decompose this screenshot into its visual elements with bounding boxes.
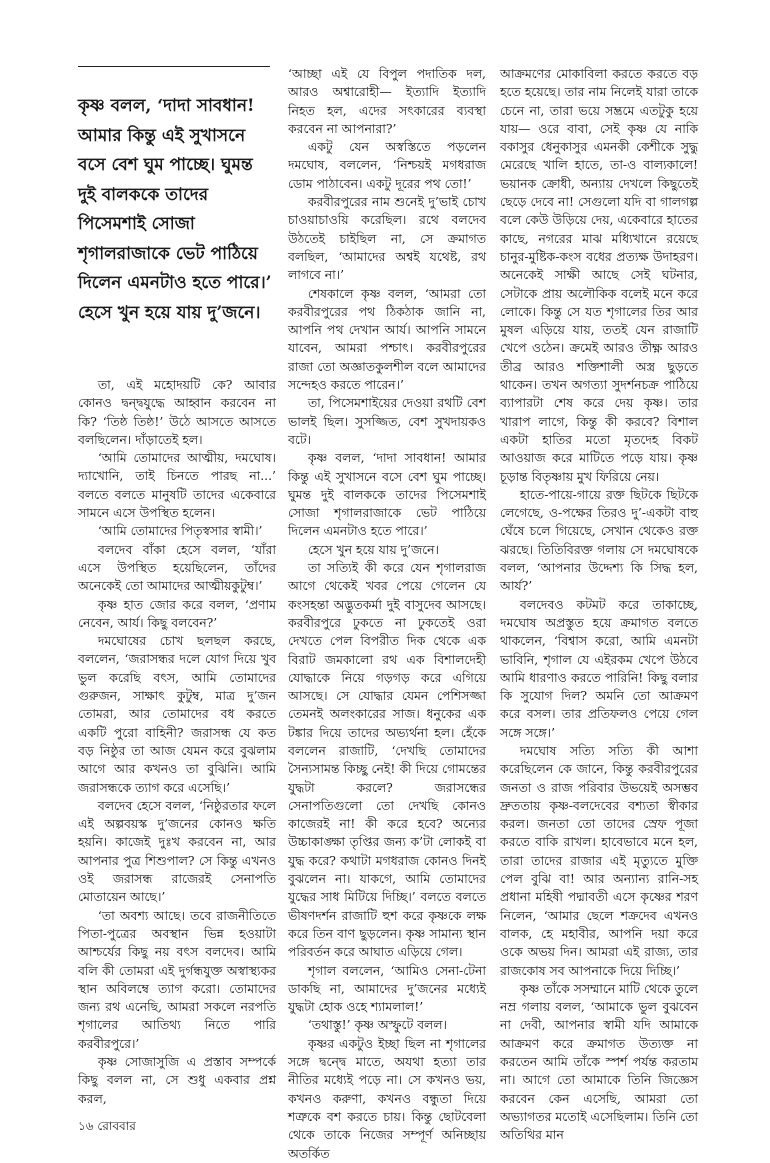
- paragraph: করবীরপুরের নাম শুনেই দু’ভাই চোখ চাওয়াচাওয়ি করেছিল। রথে বলদেব উঠতেই চাইছিল না, সে ক্রমাগত বলছিল, ‘আমাদের অশ্বই যথেষ্ট, রথ লাগবে না।’: [288, 194, 486, 283]
- paragraph: একটু যেন অস্বস্তিতে পড়লেন দমঘোষ, বললেন, ‘নিশ্চয়ই মগধরাজ ডোম পাঠাবেন। একটু দূরের পথ তো!’: [288, 139, 486, 191]
- paragraph: শৃগাল বললেন, ‘আমিও সেনা-টেনা ডাকছি না, আমাদের দু’জনের মধ্যেই যুদ্ধটা হোক ওহে শ্যামলাল!’: [288, 962, 486, 1015]
- pull-quote: কৃষ্ণ বলল, ‘দাদা সাবধান! আমার কিন্তু এই সুখাসনে বসে বেশ ঘুম পাচ্ছে। ঘুমন্ত দুই বালককে তাদের পিসেমশাই সোজা শৃগালরাজাকে ভেট পাঠিয়ে দিলেন এমনটাও হতে পারে।’ হেসে খুন হয়ে যায় দু’জনে।: [78, 96, 272, 323]
- paragraph: শেষকালে কৃষ্ণ বলল, ‘আমরা তো করবীরপুরের পথ ঠিকঠাক জানি না, আপনি পথ দেখান আর্য। আপনি সামনে যাবেন, আমরা পশ্চাৎ। করবীরপুরের রাজা তো অজ্ঞাতকুলশীল বলে আমাদের সন্দেহও করতে পারেন।’: [288, 285, 486, 393]
- left-column: [78, 66, 276, 1134]
- paragraph: কৃষ্ণ বলল, ‘দাদা সাবধান! আমার কিন্তু এই সুখাসনে বসে বেশ ঘুম পাচ্ছে। ঘুমন্ত দুই বালককে তাদের পিসেমশাই সোজা শৃগালরাজাকে ভেট পাঠিয়ে দিলেন এমনটাও হতে পারে।’: [288, 450, 486, 539]
- text-column-1: [78, 376, 276, 1108]
- paragraph: তা, এই মহোদয়টি কে? আবার কোনও দ্বন্দ্বযুদ্ধে আহ্বান করবেন না কি? ‘তিষ্ঠ তিষ্ঠ!’ উঠে আসতে আসতে বলছিলেন। দাঁড়াতেই হল।: [78, 377, 276, 447]
- paragraph: ‘তথাস্তু!’ কৃষ্ণ অস্ফুটে বলল।: [307, 1017, 447, 1033]
- paragraph: আক্রমণের মোকাবিলা করতে করতে বড় হতে হয়েছে। তার নাম নিলেই যারা তাকে চেনে না, তারা ভয়ে সম্ভ্রমে এতটুকু হয়ে যায়— ওরে বাবা, সেই কৃষ্ণ যে নাকি বকাসুর ধেনুকাসুর এমনকী কেশীকে সুদ্ধু মেরেছে খালি হাতে, তা-ও বাল্যকালে! ভয়ানক ক্রোধী, অন্যায় দেখলে কিছুতেই ছেড়ে দেবে না! সেগুলো যদি বা গালগল্প বলে কেউ উড়িয়ে দেয়, একেবারে হাতের কাছে, নগরের মাঝ মধ্যিখানে রয়েছে চানুর-মুষ্টিক-কংস বধের প্রত্যক্ষ উদাহরণ। অনেকেই সাক্ষী আছে সেই ঘটনার, সেটাকে প্রায় অলৌকিক বলেই মনে করে লোকে। কিন্তু সে যত শৃগালের তির আর মুষল এড়িয়ে যায়, ততই যেন রাজাটি খেপে ওঠেন। ক্রমেই আরও তীক্ষ্ণ আরও তীব্র আরও শক্তিশালী অস্ত্র ছুড়তে থাকেন। তখন অগত্যা সুদর্শনচক্র পাঠিয়ে ব্যাপারটা শেষ করে দেয় কৃষ্ণ। তার খারাপ লাগে, কিন্তু কী করবে? বিশাল একটা হাতির মতো মৃতদেহ বিকট আওয়াজ করে মাটিতে পড়ে যায়। কৃষ্ণ চূড়ান্ত বিতৃষ্ণায় মুখ ফিরিয়ে নেয়।: [500, 66, 698, 484]
- paragraph: কৃষ্ণ তাঁকে সসম্মানে মাটি থেকে তুলে নম্র গলায় বলল, ‘আমাকে ভুল বুঝবেন না দেবী, আপনার স্বামী যদি আমাকে আক্রমণ করে ক্রমাগত উত্যক্ত না করতেন আমি তাঁকে স্পর্শ পর্যন্ত করতাম না। আগে তো আমাকে তিনি জিজ্ঞেস করবেন কেন এসেছি, আমরা তো অভ্যাগতর মতোই এসেছিলাম। তিনি তো অতিথির মান: [500, 980, 699, 1143]
- paragraph: ‘আমি তোমাদের আত্মীয়, দমঘোষ। দ্যাখোনি, তাই চিনতে পারছ না...’ বলতে বলতে মানুষটি তাদের একেবারে সামনে এসে উপস্থিত হলেন।: [78, 450, 276, 521]
- paragraph: হেসে খুন হয়ে যায় দু’জনে।: [307, 541, 439, 557]
- paragraph: কৃষ্ণর একটুও ইচ্ছা ছিল না শৃগালের সঙ্গে দ্বন্দ্বে মাতে, অযথা হত্যা তার নীতির মধ্যেই পড়ে না। সে কখনও ভয়, কখনও করুণা, কখনও বন্ধুতা দিয়ে শত্রুকে বশ করতে চায়। কিন্তু ছোটবেলা থেকে তাকে নিজের সম্পূর্ণ অনিচ্ছায় অতর্কিত: [288, 1035, 486, 1161]
- pull-quote-rule: [78, 66, 270, 67]
- page-folio: ১৬ রোববার: [78, 1118, 136, 1133]
- paragraph: ‘আমি তোমাদের পিতৃস্বসার স্বামী।’: [97, 523, 263, 539]
- text-column-2: [288, 65, 486, 1163]
- paragraph: বলদেবও কটমট করে তাকাচ্ছে, দমঘোষ অপ্রস্তুত হয়ে ক্রমাগত বলতে থাকলেন, ‘বিশ্বাস করো, আমি এমনটা ভাবিনি, শৃগাল যে এইরকম খেপে উঠবে আমি ধারণাও করতে পারিনি! কিছু বলার কি সুযোগ দিল? অমনি তো আক্রমণ করে বসল। তার প্রতিফলও পেয়ে গেল সঙ্গে সঙ্গে।’: [500, 596, 698, 740]
- paragraph: কৃষ্ণ হাত জোর করে বলল, ‘প্রণাম নেবেন, আর্য। কিছু বলবেন?’: [78, 596, 276, 630]
- paragraph: বলদেব হেসে বলল, ‘নিষ্ঠুরতার ফলে এই অল্পবয়স্ক দু’জনের কোনও ক্ষতি হয়নি। কাজেই দুঃখ করবেন না, আর আপনার পুত্র শিশুপাল? সে কিন্তু এখনও ওই জরাসন্ধ রাজেরই সেনাপতি মোতায়েন আছে।’: [78, 797, 276, 905]
- paragraph: বলদেব বাঁকা হেসে বলল, ‘যাঁরা এসে উপস্থিত হয়েছিলেন, তাঁদের অনেকেই তো আমাদের আত্মীয়কুটুম্ব।’: [78, 541, 276, 594]
- paragraph: তা সত্যিই কী করে যেন শৃগালরাজ আগে থেকেই খবর পেয়ে গেলেন যে কংসহন্তা অদ্ভুতকর্মা দুই বাসুদেব আসছে। করবীরপুরে ঢুকতে না ঢুকতেই ওরা দেখতে পেল বিপরীত দিক থেকে এক বিরাট জমকালো রথ এক বিশালদেহী যোদ্ধাকে নিয়ে গড়গড় করে এগিয়ে আসছে। সে যোদ্ধার যেমন পেশিসজ্জা তেমনই অলংকারের সাজ। ধনুকের এক টঙ্কার দিয়ে তাদের অভ্যর্থনা হল। হেঁকে বললেন রাজাটি, ‘দেখছি তোমাদের সৈন্যসামন্ত কিচ্ছু নেই! কী দিয়ে গোমন্তের যুদ্ধটা করলে? জরাসন্ধের সেনাপতিগুলো তো দেখছি কোনও কাজেরই না! কী করে হবে? অন্যের উচ্চাকাঙ্ক্ষা তৃপ্তির জন্য ক’টা লোকই বা যুদ্ধ করে? কথাটা মগধরাজ কোনও দিনই বুঝলেন না। যাকগে, আমি তোমাদের যুদ্ধের সাধ মিটিয়ে দিচ্ছি।’ বলতে বলতে ভীষণদর্শন রাজাটি হুশ করে কৃষ্ণকে লক্ষ করে তিন বাণ ছুড়লেন। কৃষ্ণ সামান্য স্থান পরিবর্তন করে আঘাত এড়িয়ে গেল।: [288, 560, 486, 960]
- paragraph: হাতে-পায়ে-গায়ে রক্ত ছিটকে ছিটকে লেগেছে, ও-পক্ষের তিরও দু’-একটা বাহু ঘেঁষে চলে গিয়েছে, সেখান থেকেও রক্ত ঝরছে। তিতিবিরক্ত গলায় সে দমঘোষকে বলল, ‘আপনার উদ্দেশ্য কি সিদ্ধ হল, আর্য?’: [500, 486, 698, 594]
- paragraph: কৃষ্ণ সোজাসুজি এ প্রস্তাব সম্পর্কে কিছু বলল না, সে শুধু একবার প্রশ্ন করল,: [78, 1053, 276, 1106]
- text-column-3: [500, 65, 698, 1145]
- paragraph: দমঘোষ সত্যি সত্যি কী আশা করেছিলেন কে জানে, কিন্তু করবীরপুরের জনতা ও রাজ পরিবার উভয়েই অসম্ভব দ্রুততায় কৃষ্ণ-বলদেবের বশ্যতা স্বীকার করল। জনতা তো তাদের স্রেফ পূজা করতে বাকি রাখল। হাবেভাবে মনে হল, তারা তাদের রাজার এই মৃত্যুতে মুক্তি পেল বুঝি বা! আর অন্যান্য রানি-সহ প্রধানা মহিষী পদ্মাবতী এসে কৃষ্ণের শরণ নিলেন, ‘আমার ছেলে শক্রদেব এখনও বালক, হে মহাবীর, আপনি দয়া করে ওকে অভয় দিন। আমরা এই রাজ্য, তার রাজকোষ সব আপনাকে দিয়ে দিচ্ছি।’: [500, 742, 698, 978]
- paragraph: দমঘোষের চোখ ছলছল করছে, বললেন, ‘জরাসন্ধর দলে যোগ দিয়ে খুব ভুল করেছি বৎস, আমি তোমাদের গুরুজন, সাক্ষাৎ কুটুম্ব, মাত্র দু’জন তোমরা, আর তোমাদের বধ করতে একটি পুরো বাহিনী? জরাসন্ধ যে কত বড় নিষ্ঠুর তা আজ যেমন করে বুঝলাম আগে আর কখনও তা বুঝিনি। আমি জরাসন্ধকে ত্যাগ করে এসেছি।’: [78, 633, 276, 795]
- paragraph: তা, পিসেমশাইয়ের দেওয়া রথটি বেশ ভালই ছিল। সুসজ্জিত, বেশ সুখদায়কও বটে।: [288, 395, 486, 447]
- paragraph: ‘আচ্ছা এই যে বিপুল পদাতিক দল, আরও অশ্বারোহী— ইত্যাদি ইত্যাদি নিহত হল, এদের সৎকারের ব্যবস্থা করবেন না আপনারা?’: [288, 66, 486, 136]
- paragraph: ‘তা অবশ্য আছে। তবে রাজনীতিতে পিতা-পুত্রের অবস্থান ভিন্ন হওয়াটা আশ্চর্যের কিছু নয় বৎস বলদেব। আমি বলি কী তোমরা এই দুর্গন্ধযুক্ত অস্বাস্থ্যকর স্থান অবিলম্বে ত্যাগ করো। তোমাদের জন্য রথ এনেছি, আমরা সকলে নরপতি শৃগালের আতিথ্য নিতে পারি করবীরপুরে।’: [78, 907, 276, 1051]
